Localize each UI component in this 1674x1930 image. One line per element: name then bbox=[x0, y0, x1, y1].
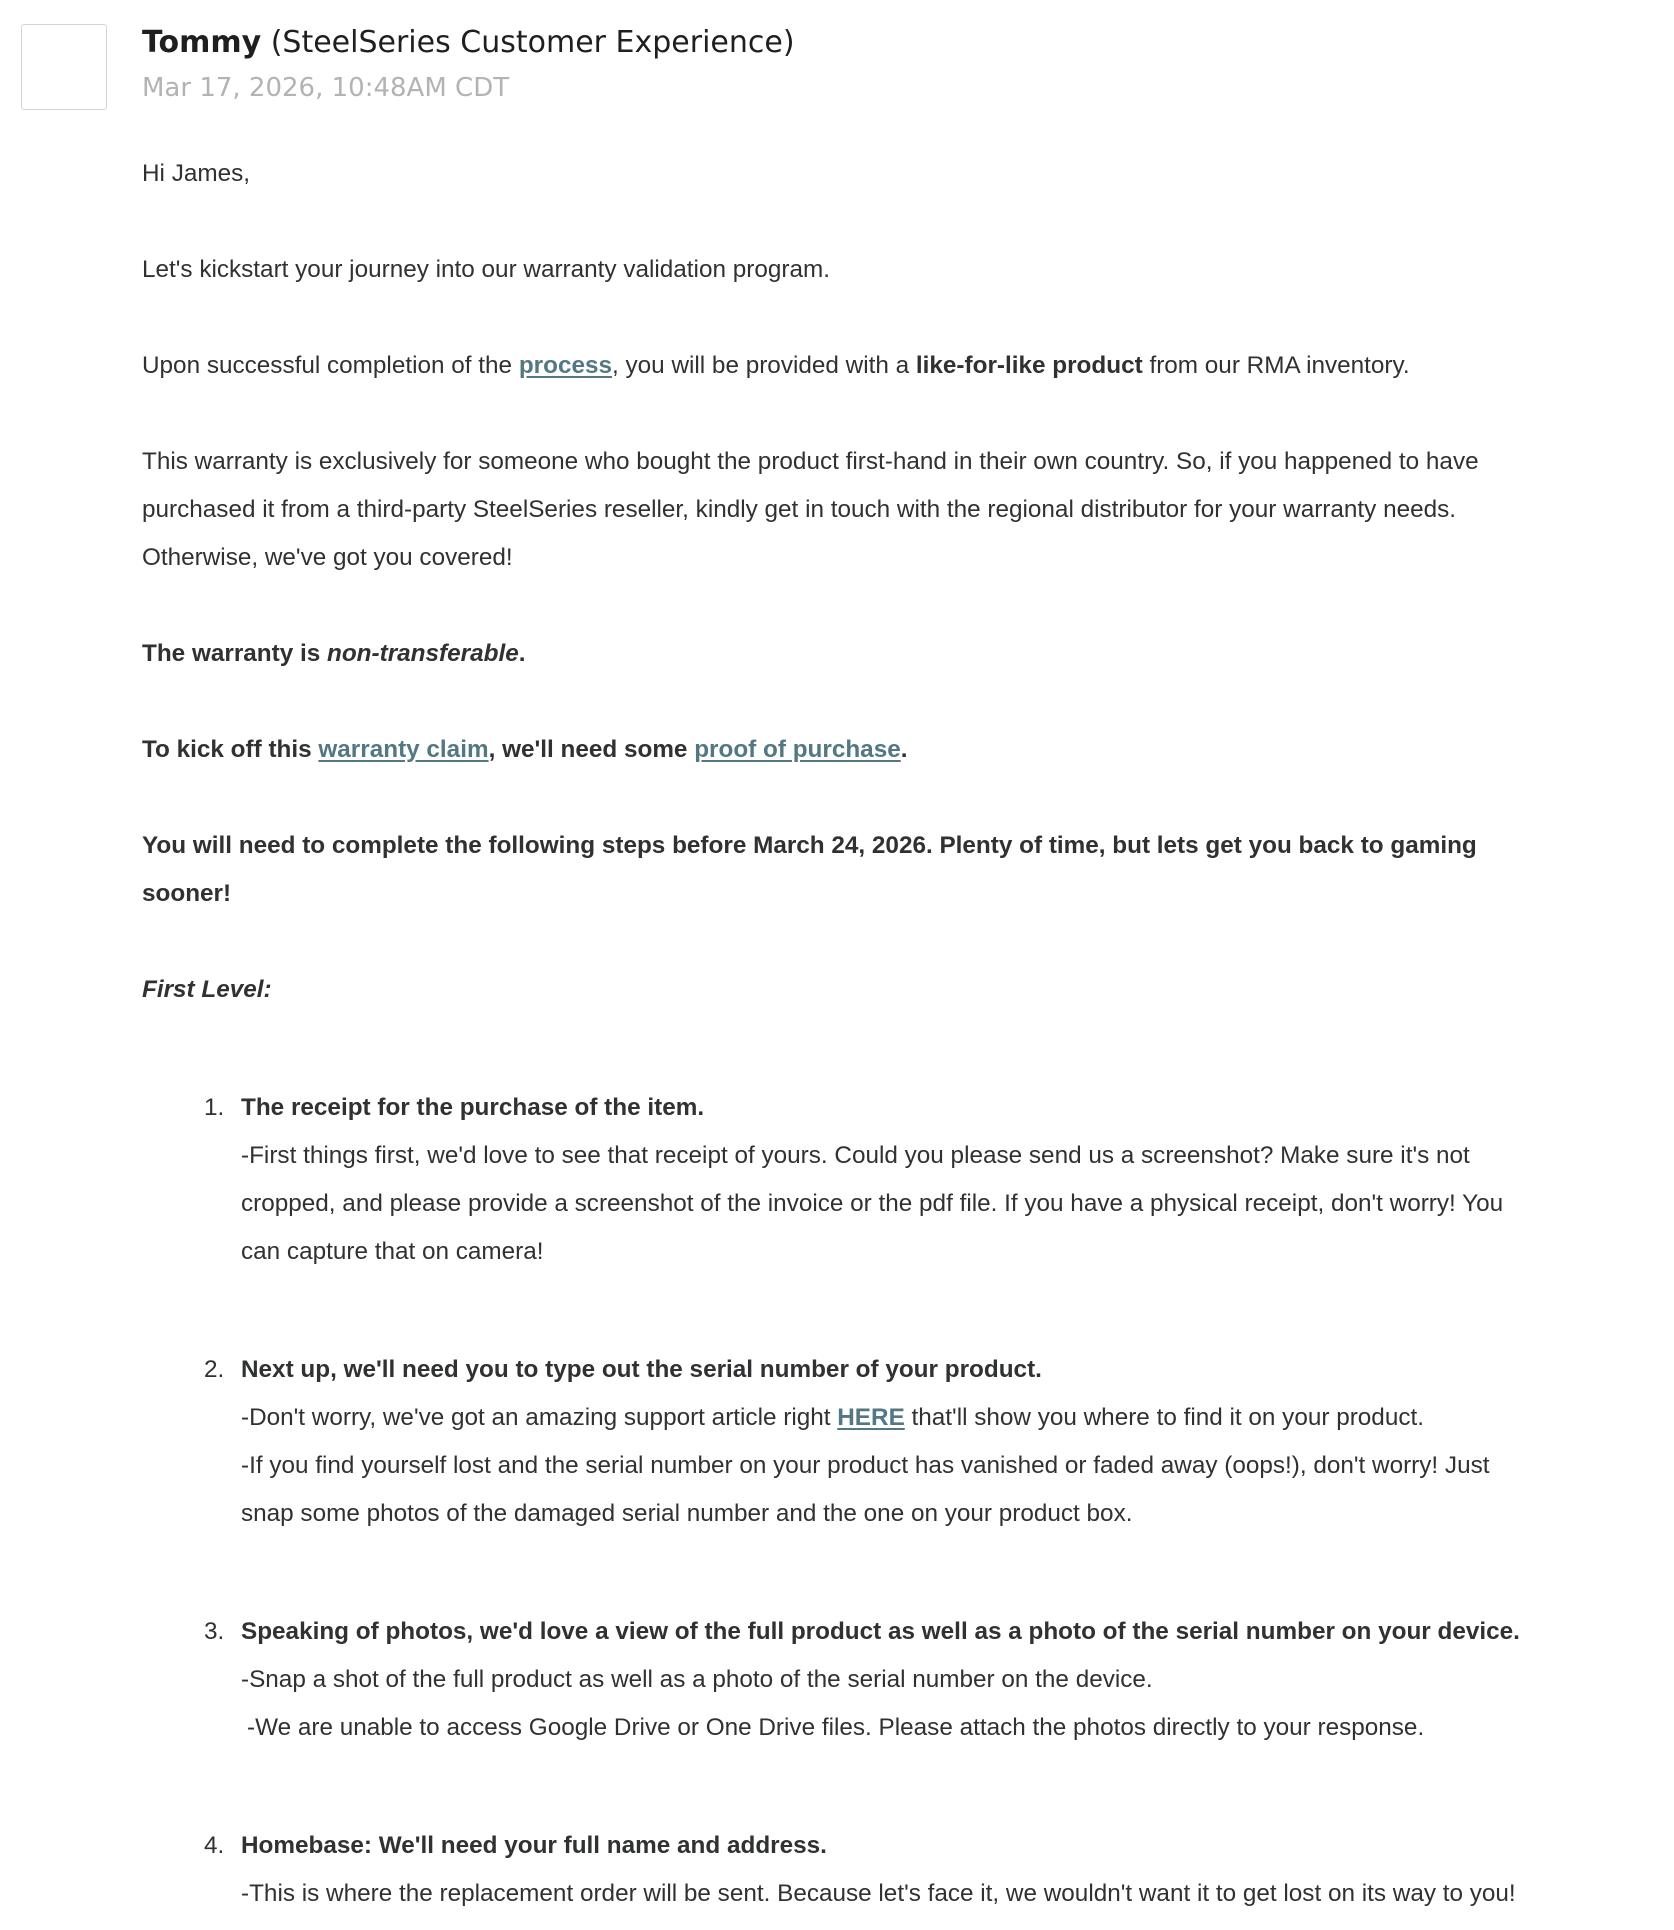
step-line: -First things first, we'd love to see that receipt of yours. Could you please send us a screenshot? Make sure it's not bbox=[241, 1142, 1470, 1169]
non-transferable-after: . bbox=[518, 640, 526, 667]
proof-of-purchase-link[interactable]: proof of purchase bbox=[694, 736, 901, 763]
step-line: -This is where the replacement order will be sent. Because let's face it, we wouldn't want it to get lost on its way to you! bbox=[241, 1880, 1516, 1907]
sender-line bbox=[142, 22, 795, 64]
like-for-like-text: like-for-like product bbox=[915, 352, 1143, 379]
step-1 bbox=[142, 1084, 1662, 1276]
step-line: can capture that on camera! bbox=[241, 1238, 544, 1265]
completion-paragraph bbox=[142, 342, 1662, 390]
step-line: -We are unable to access Google Drive or One Drive files. Please attach the photos directly to your response. bbox=[247, 1714, 1425, 1741]
message-body bbox=[142, 150, 1662, 1918]
step-number: 3. bbox=[204, 1618, 225, 1645]
sender-org: (SteelSeries Customer Experience) bbox=[270, 25, 795, 60]
kickoff-paragraph bbox=[142, 726, 1662, 774]
step-line bbox=[241, 1394, 1662, 1442]
step-line: -If you find yourself lost and the serial number on your product has vanished or faded away (oops!), don't worry! Just bbox=[241, 1452, 1490, 1479]
kickoff-middle: , we'll need some bbox=[488, 736, 695, 763]
step-line: -Snap a shot of the full product as well as a photo of the serial number on the device. bbox=[241, 1666, 1153, 1693]
non-transferable-emphasis: non-transferable bbox=[327, 640, 519, 667]
kickoff-after: . bbox=[900, 736, 908, 763]
first-level-heading-text: First Level: bbox=[142, 976, 272, 1003]
step-number: 1. bbox=[204, 1094, 225, 1121]
exclusive-line-1: This warranty is exclusively for someone who bought the product first-hand in their own country. So, if you happened to have bbox=[142, 448, 1479, 475]
step-title: Speaking of photos, we'd love a view of the full product as well as a photo of the serial number on your device. bbox=[241, 1618, 1520, 1645]
deadline-line-1: You will need to complete the following steps before March 24, 2026. Plenty of time, but lets get you back to gaming bbox=[142, 832, 1477, 859]
step-line: snap some photos of the damaged serial number and the one on your product box. bbox=[241, 1500, 1133, 1527]
step-line: cropped, and please provide a screenshot of the invoice or the pdf file. If you have a physical receipt, don't worry! You bbox=[241, 1190, 1504, 1217]
support-text-before: -Don't worry, we've got an amazing support article right bbox=[241, 1404, 838, 1431]
step-title: The receipt for the purchase of the item. bbox=[241, 1094, 705, 1121]
completion-text-before: Upon successful completion of the bbox=[142, 352, 519, 379]
first-level-heading bbox=[142, 966, 1662, 1014]
step-2 bbox=[142, 1346, 1662, 1538]
completion-text-after: from our RMA inventory. bbox=[1142, 352, 1410, 379]
greeting: Hi James, bbox=[142, 160, 251, 187]
support-article-link[interactable]: HERE bbox=[837, 1404, 905, 1431]
warranty-claim-link[interactable]: warranty claim bbox=[318, 736, 489, 763]
sender-name: Tommy bbox=[142, 25, 262, 60]
step-number: 4. bbox=[204, 1832, 225, 1859]
completion-text-middle: , you will be provided with a bbox=[612, 352, 916, 379]
kickoff-before: To kick off this bbox=[142, 736, 319, 763]
process-link[interactable]: process bbox=[518, 352, 613, 379]
non-transferable-notice bbox=[142, 630, 1662, 678]
step-3 bbox=[142, 1608, 1662, 1752]
step-title: Next up, we'll need you to type out the serial number of your product. bbox=[241, 1356, 1042, 1383]
sender-avatar bbox=[21, 24, 107, 110]
exclusive-line-2: purchased it from a third-party SteelSeries reseller, kindly get in touch with the regional distributor for your warranty needs. bbox=[142, 496, 1457, 523]
deadline-line-2: sooner! bbox=[142, 880, 232, 907]
step-title: Homebase: We'll need your full name and address. bbox=[241, 1832, 827, 1859]
step-4 bbox=[142, 1822, 1662, 1918]
non-transferable-before: The warranty is bbox=[142, 640, 327, 667]
message-timestamp: Mar 17, 2026, 10:48AM CDT bbox=[142, 73, 510, 103]
step-number: 2. bbox=[204, 1356, 225, 1383]
intro-paragraph: Let's kickstart your journey into our warranty validation program. bbox=[142, 256, 830, 283]
exclusive-line-3: Otherwise, we've got you covered! bbox=[142, 544, 513, 571]
support-text-after: that'll show you where to find it on your product. bbox=[904, 1404, 1424, 1431]
